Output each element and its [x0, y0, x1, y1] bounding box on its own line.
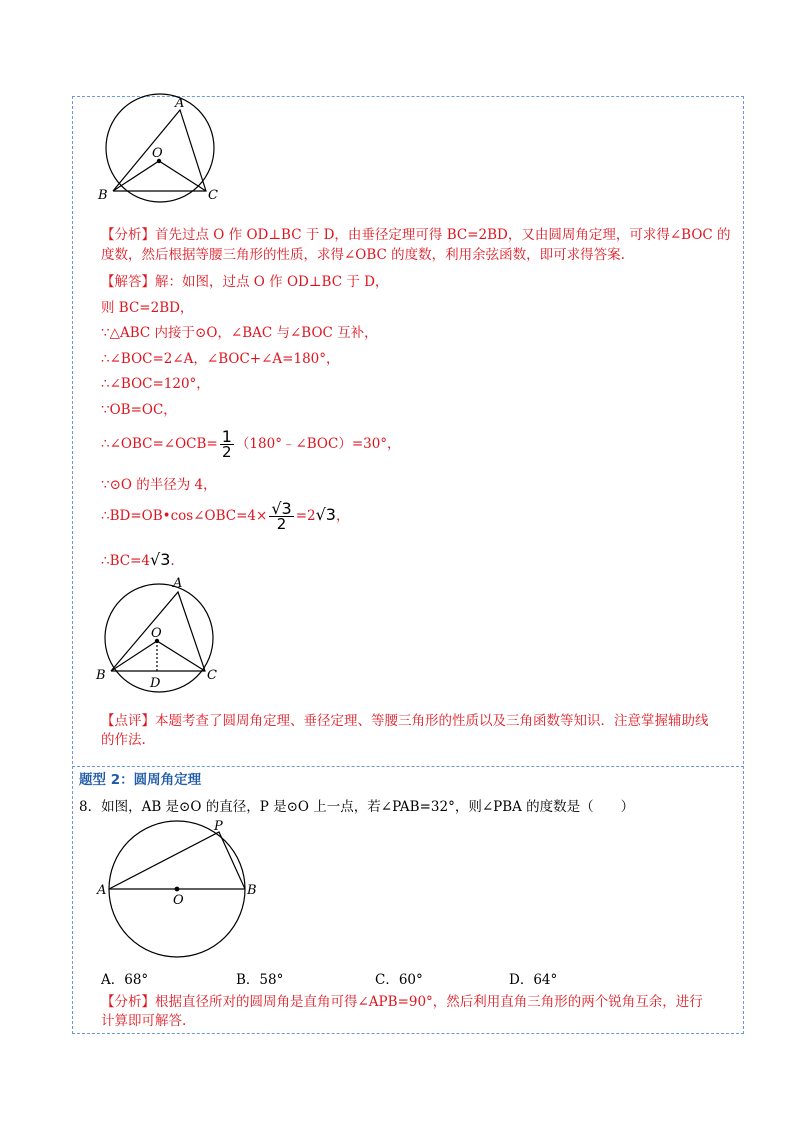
question-text: 8．如图，AB 是⊙O 的直径，P 是⊙O 上一点，若∠PAB=32°，则∠PBA 的度数是（ ） [79, 799, 635, 815]
fig1-label-b: B [98, 188, 108, 203]
fig2-label-c: C [207, 668, 217, 683]
fig1-label-a: A [175, 96, 185, 111]
fig3-label-p: P [214, 819, 223, 834]
fraction-numerator: √3 [271, 499, 292, 518]
fig2-label-d: D [150, 676, 161, 691]
comment-line-1: 【点评】本题考查了圆周角定理、垂径定理、等腰三角形的性质以及三角函数等知识．注意掌握辅助线 [101, 713, 709, 729]
solution-line-9-mid: =2 [295, 508, 316, 524]
comment-line-2: 的作法. [101, 732, 146, 748]
fig3-label-a: A [97, 883, 107, 898]
fraction-denominator: 2 [222, 443, 232, 461]
fig1-label-c: C [208, 188, 218, 203]
option-b[interactable]: B．58° [236, 972, 284, 988]
sqrt-three: √3 [150, 550, 171, 569]
solution-line-9-prefix: ∴BD=OB•cos∠OBC=4× [101, 508, 268, 524]
fig1-label-o: O [152, 146, 163, 161]
analysis2-line-1: 【分析】根据直径所对的圆周角是直角可得∠APB=90°，然后利用直角三角形的两个锐角互余，进行 [101, 994, 703, 1010]
solution-line-6: ∵OB=OC， [101, 402, 177, 418]
solution-line-8: ∵⊙O 的半径为 4， [101, 477, 217, 493]
solution-line-7-suffix: （180°﹣∠BOC）=30°， [235, 436, 401, 452]
solution-line-10-end: . [170, 553, 175, 569]
sqrt-three: √3 [315, 505, 336, 524]
fraction-denominator: 2 [276, 515, 287, 533]
solution-line-2: 则 BC=2BD， [101, 300, 194, 316]
option-a[interactable]: A．68° [101, 972, 149, 988]
fig3-label-b: B [247, 883, 257, 898]
solution-line-3: ∵△ABC 内接于⊙O，∠BAC 与∠BOC 互补， [101, 325, 378, 341]
option-d[interactable]: D．64° [509, 972, 558, 988]
solution-line-10-prefix: ∴BC=4 [101, 553, 150, 569]
solution-line-1: 【解答】解：如图，过点 O 作 OD⊥BC 于 D， [101, 274, 389, 290]
fig2-label-a: A [173, 576, 183, 591]
solution-line-7-prefix: ∴∠OBC=∠OCB= [101, 436, 218, 452]
fig3-label-o: O [173, 893, 184, 908]
fig2-label-o: O [151, 626, 162, 641]
fraction-numerator: 1 [221, 427, 232, 446]
solution-line-4: ∴∠BOC=2∠A，∠BOC+∠A=180°， [101, 351, 340, 367]
analysis2-line-2: 计算即可解答. [101, 1013, 187, 1029]
analysis-line-2: 度数，然后根据等腰三角形的性质，求得∠OBC 的度数，利用余弦函数，即可求得答案. [101, 247, 625, 263]
section-title: 题型 2：圆周角定理 [79, 772, 202, 788]
fig2-label-b: B [96, 668, 106, 683]
solution-line-5: ∴∠BOC=120°， [101, 376, 210, 392]
option-c[interactable]: C．60° [375, 972, 423, 988]
analysis-line-1: 【分析】首先过点 O 作 OD⊥BC 于 D，由垂径定理可得 BC=2BD，又由圆周角定理，可求得∠BOC 的 [101, 227, 731, 243]
solution-line-9-end: ， [335, 508, 350, 524]
